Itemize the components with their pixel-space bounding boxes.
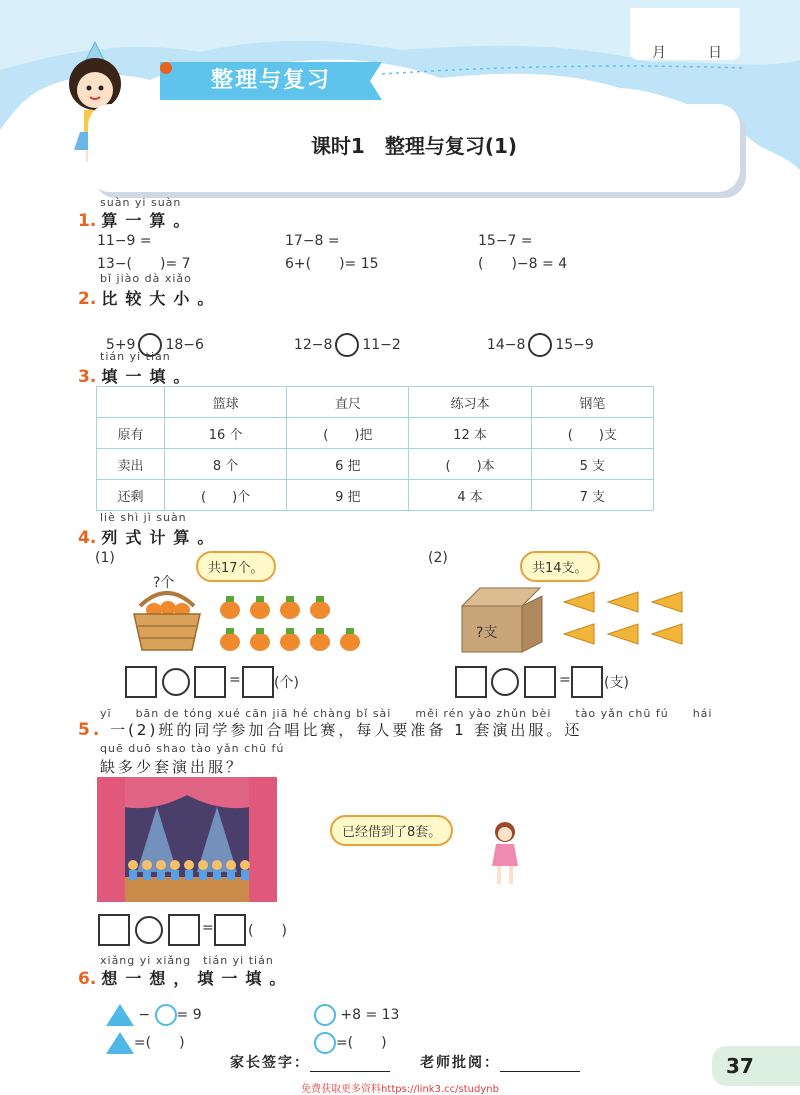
circle-shape[interactable] [314, 1032, 336, 1054]
answer-box[interactable] [98, 914, 130, 946]
equals-sign: = [229, 672, 241, 688]
page-number: 37 [726, 1054, 754, 1078]
q4-number: 4. [78, 528, 97, 548]
operator-circle[interactable] [135, 916, 163, 944]
section-banner-title: 整理与复习 [210, 68, 331, 93]
table-cell: 9 把 [287, 480, 409, 511]
table-cell: 还剩 [97, 480, 165, 511]
q5-pinyin-1: yī bān de tóng xué cān jiā hé chàng bǐ sài měi rén yào zhǔn bèi tào yǎn chū fú hái [100, 707, 713, 720]
q6-number: 6. [78, 969, 97, 989]
q6-equation-4 [305, 1016, 387, 1054]
q2-pinyin: bǐ jiào dà xiǎo [100, 272, 192, 285]
q3-heading [78, 364, 197, 387]
q4-basket-label: ?个 [153, 575, 175, 591]
q2-compare-3-left: 14−8 [486, 337, 526, 353]
q5-number: 5. [78, 720, 103, 740]
table-cell[interactable]: ( )把 [287, 418, 409, 449]
teacher-review-label: 老师批阅： [420, 1055, 500, 1071]
q1-item-4: 13−( )= 7 [97, 256, 191, 272]
q1-heading [78, 208, 197, 231]
q1-item-3: 15−7 = [478, 233, 533, 249]
q2-compare-2-left: 12−8 [293, 337, 333, 353]
q4-part1-label: (1) [95, 550, 115, 566]
q3-pinyin: tián yi tián [100, 350, 171, 363]
q3-number: 3. [78, 367, 97, 387]
table-cell: 7 支 [531, 480, 653, 511]
q4-part2-unit: (支) [604, 675, 629, 691]
answer-box[interactable] [168, 914, 200, 946]
q6-eq1-result: = 9 [176, 1007, 202, 1023]
girl-icon [480, 820, 530, 890]
date-box [630, 8, 740, 60]
stage-choir-illustration [97, 777, 277, 902]
table-header-cell [97, 387, 165, 418]
q1-item-1: 11−9 = [97, 233, 152, 249]
table-cell[interactable]: ( )个 [165, 480, 287, 511]
answer-box[interactable] [214, 914, 246, 946]
table-cell: 16 个 [165, 418, 287, 449]
carrot-basket-icon [130, 588, 204, 654]
q4-title: 列式计算。 [101, 528, 222, 547]
answer-box[interactable] [194, 666, 226, 698]
table-cell: 卖出 [97, 449, 165, 480]
equals-sign: = [202, 920, 214, 936]
day-label: 日 [708, 45, 722, 61]
q2-heading [78, 286, 221, 309]
q4-box-label: ?支 [476, 625, 498, 641]
q5-line-1 [78, 719, 582, 740]
table-cell: 5 支 [531, 449, 653, 480]
q5-pinyin-2: quē duō shao tào yǎn chū fú [100, 742, 285, 755]
q1-item-5: 6+( )= 15 [285, 256, 379, 272]
q4-part2-label: (2) [428, 550, 448, 566]
q4-pinyin: liè shì jì suàn [100, 511, 187, 524]
q2-title: 比较大小。 [101, 289, 222, 308]
parent-signature [230, 1052, 390, 1072]
q4-part2-bubble: 共14支。 [520, 551, 600, 582]
table-header-row [97, 387, 654, 418]
dashed-decoration [382, 62, 742, 82]
table-row [97, 480, 654, 511]
triangle-shape[interactable] [106, 1032, 134, 1054]
carrots-icon [216, 592, 366, 658]
q6-eq2-result: +8 = 13 [340, 1007, 400, 1023]
q6-pinyin: xiǎng yi xiǎng tián yi tián [100, 954, 274, 967]
answer-box[interactable] [455, 666, 487, 698]
parent-sign-line[interactable] [310, 1071, 390, 1072]
table-cell[interactable]: ( )本 [409, 449, 531, 480]
q6-eq1-op: − [138, 1007, 151, 1023]
equals-sign: = [559, 672, 571, 688]
operator-circle[interactable] [491, 668, 519, 696]
operator-circle[interactable] [162, 668, 190, 696]
q1-title: 算一算。 [101, 211, 198, 230]
table-cell: 12 本 [409, 418, 531, 449]
q2-compare-1-right: 18−6 [165, 337, 204, 353]
q6-eq3-result: =( ) [133, 1035, 185, 1051]
q1-pinyin: suàn yi suàn [100, 196, 182, 209]
table-cell[interactable]: ( )支 [531, 418, 653, 449]
teacher-review-line[interactable] [500, 1071, 580, 1072]
answer-box[interactable] [125, 666, 157, 698]
answer-box[interactable] [571, 666, 603, 698]
q2-compare-2-right: 11−2 [362, 337, 401, 353]
q1-item-6: ( )−8 = 4 [478, 256, 568, 272]
q5-bubble: 已经借到了8套。 [330, 815, 453, 846]
parent-sign-label: 家长签字： [230, 1055, 310, 1071]
q6-equation-3 [97, 1016, 185, 1054]
q5-text-1: 一(2)班的同学参加合唱比赛，每人要准备 1 套演出服。还 [110, 721, 583, 739]
q6-heading [78, 966, 293, 989]
q4-part1-unit: (个) [274, 675, 299, 691]
table-header-cell: 篮球 [165, 387, 287, 418]
q1-item-2: 17−8 = [285, 233, 340, 249]
footer-link[interactable]: 免费获取更多资料https://link3.cc/studynb [301, 1084, 499, 1095]
q1-number: 1. [78, 211, 97, 231]
compare-circle-input[interactable] [335, 333, 359, 357]
q5-text-2: 缺多少套演出服？ [100, 758, 245, 776]
table-row [97, 449, 654, 480]
teacher-review [420, 1052, 580, 1072]
cardboard-box-icon [452, 586, 548, 656]
q2-compare-1-left: 5+9 [105, 337, 136, 353]
q2-compare-3-right: 15−9 [555, 337, 594, 353]
q3-table [96, 386, 654, 511]
q4-heading [78, 525, 221, 548]
table-cell: 6 把 [287, 449, 409, 480]
q2-number: 2. [78, 289, 97, 309]
answer-box[interactable] [524, 666, 556, 698]
q4-part1-bubble: 共17个。 [196, 551, 276, 582]
q6-eq4-result: =( ) [335, 1035, 387, 1051]
q6-title: 想一想，填一填。 [101, 969, 294, 988]
q2-compare-3 [478, 317, 594, 357]
answer-box[interactable] [242, 666, 274, 698]
q2-compare-2 [285, 317, 401, 357]
table-header-cell: 钢笔 [531, 387, 653, 418]
table-header-cell: 直尺 [287, 387, 409, 418]
table-cell: 8 个 [165, 449, 287, 480]
compare-circle-input[interactable] [528, 333, 552, 357]
q5-answer-unit: ( ) [248, 923, 287, 939]
lesson-title: 课时1 整理与复习(1) [310, 134, 518, 158]
table-row [97, 418, 654, 449]
table-header-cell: 练习本 [409, 387, 531, 418]
table-cell: 原有 [97, 418, 165, 449]
table-cell: 4 本 [409, 480, 531, 511]
trumpets-icon [560, 584, 696, 652]
month-label: 月 [652, 45, 666, 61]
q3-title: 填一填。 [101, 367, 198, 386]
